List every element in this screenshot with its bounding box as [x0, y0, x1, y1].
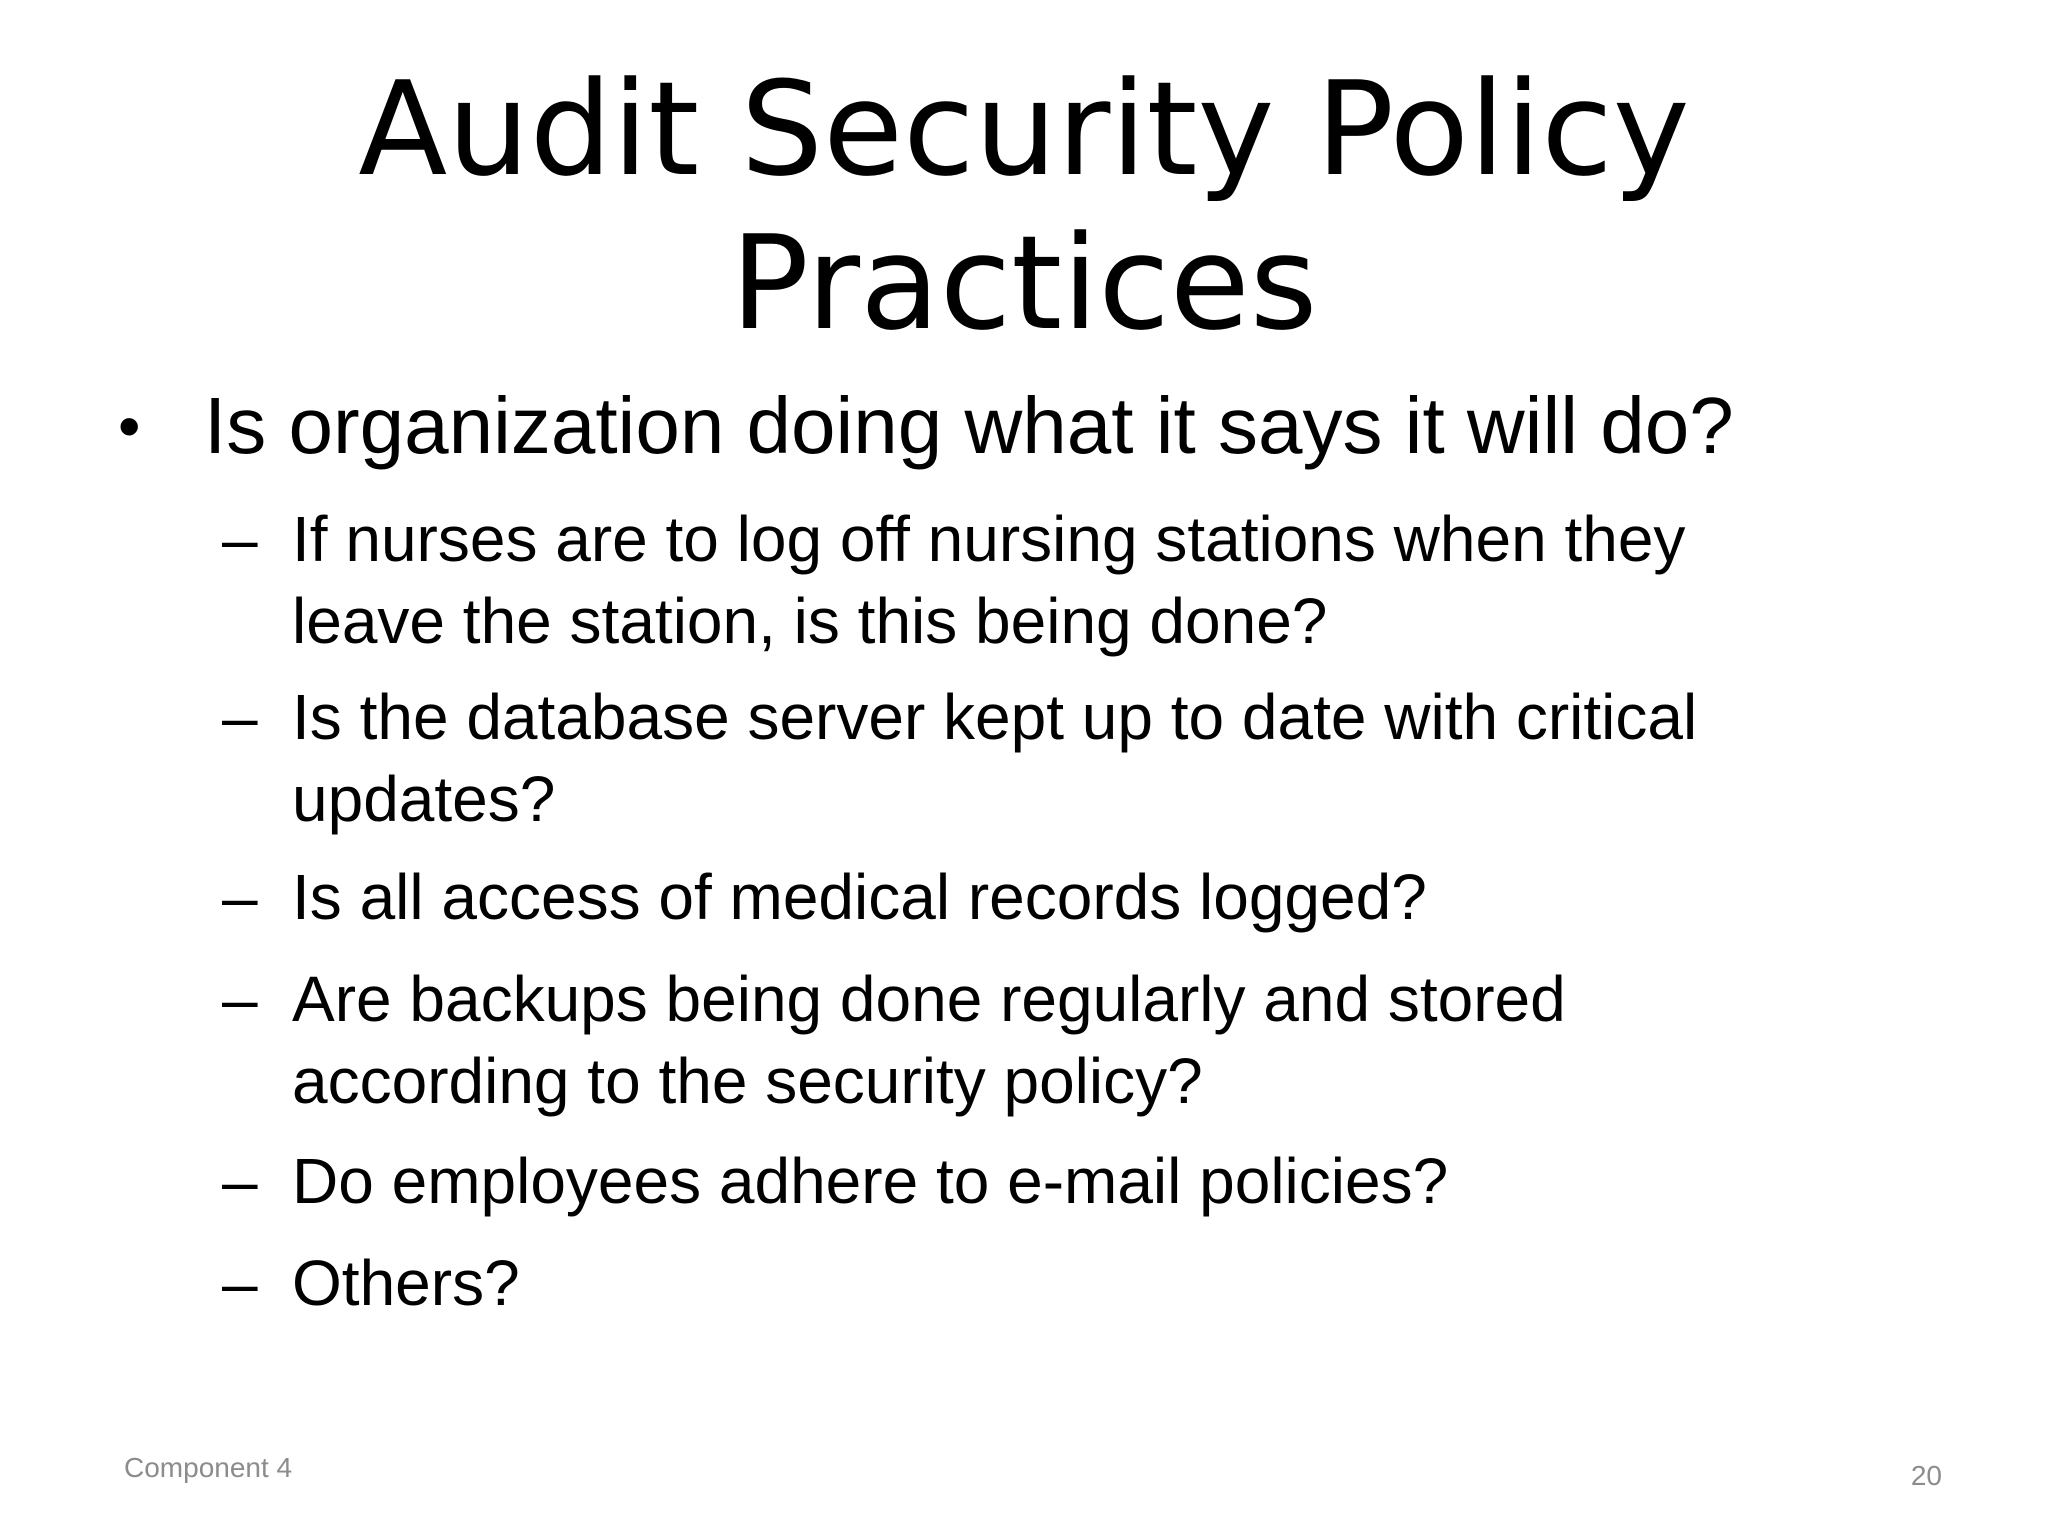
slide-title-line-2: Practices — [730, 207, 1318, 359]
dash-marker: – — [222, 963, 258, 1035]
dash-marker: – — [222, 1145, 258, 1217]
footer-component-label: Component 4 — [124, 1452, 293, 1483]
sub-item-text: Others? — [292, 1247, 520, 1319]
sub-item-text: Are backups being done regularly and stored according to the security policy? — [292, 963, 1566, 1117]
bullet-text: Is organization doing what it says it will do? — [204, 381, 1734, 470]
slide-title-line-1: Audit Security Policy — [358, 53, 1690, 205]
dash-marker: – — [222, 503, 258, 575]
sub-item-text: Is the database server kept up to date with critical updates? — [292, 681, 1698, 835]
dash-marker: – — [222, 861, 258, 933]
sub-item-text: Is all access of medical records logged? — [292, 861, 1427, 933]
bullet-marker: • — [118, 390, 141, 462]
dash-marker: – — [222, 1247, 258, 1319]
page-number: 20 — [1910, 1460, 1942, 1491]
sub-item-text: Do employees adhere to e-mail policies? — [292, 1145, 1449, 1217]
dash-marker: – — [222, 681, 258, 753]
sub-item-text: If nurses are to log off nursing stations when they leave the station, is this being done? — [292, 503, 1686, 657]
